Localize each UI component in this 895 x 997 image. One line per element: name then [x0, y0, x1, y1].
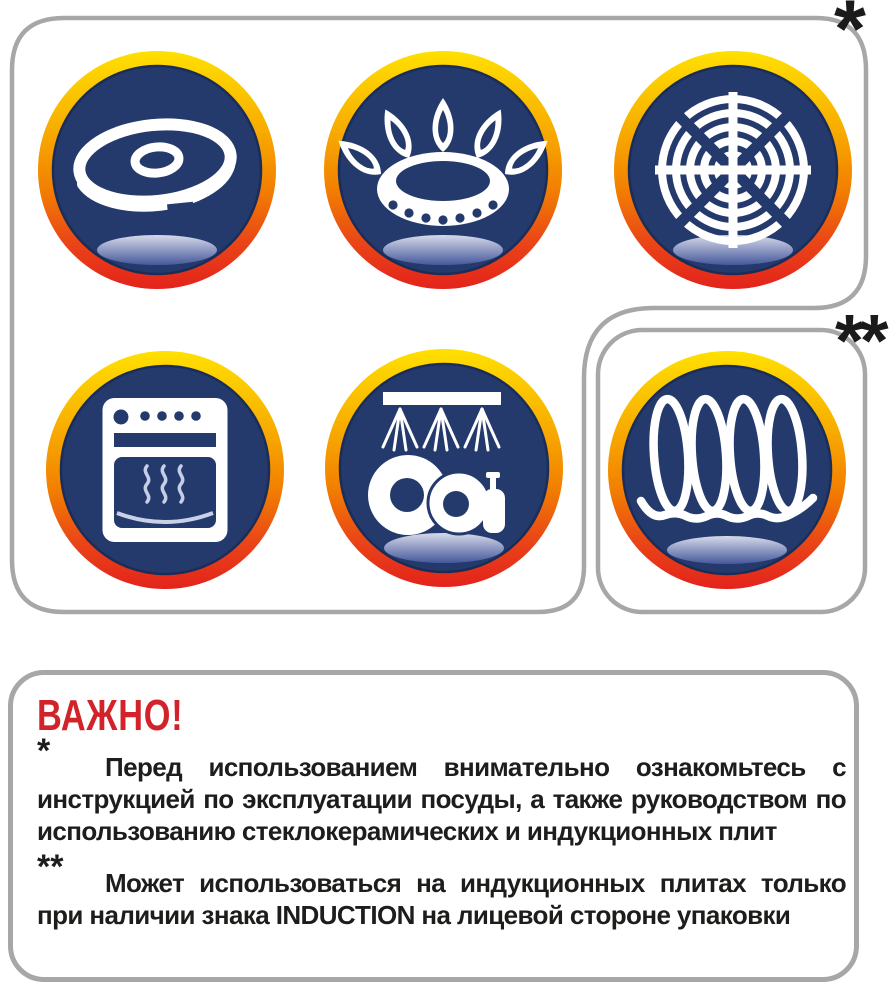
badge-oven — [46, 351, 284, 589]
oven-icon — [103, 398, 228, 542]
badge-induction — [608, 351, 846, 589]
badge-dishwasher — [325, 349, 563, 587]
badge-electric-hotplate — [38, 51, 276, 289]
gloss-highlight — [383, 235, 503, 265]
gloss-highlight — [97, 235, 217, 265]
note-text: Перед использованием внимательно ознакомьтесь с инструкцией по эксплуатации посуды, а также руководством по использованию стеклокерамических и индукционных плит — [37, 752, 846, 846]
gloss-highlight — [667, 536, 787, 564]
footnote-marker-single: * — [834, 0, 866, 75]
glass-ceramic-hob-icon — [655, 92, 811, 248]
important-notes-box — [8, 670, 859, 982]
badge-gas-burner — [324, 51, 562, 289]
badge-glass-ceramic — [614, 51, 852, 289]
note-electric-usage: * Перед использованием внимательно ознакомьтесь с инструкцией по эксплуатации посуды, а также руководством по использованию стеклокерамических и индукционных плит — [37, 732, 846, 846]
important-title: ВАЖНО! — [37, 691, 184, 740]
note-induction-usage: ** Может использоваться на индукционных плитах только при наличии знака INDUCTION на лицевой стороне упаковки — [37, 848, 846, 930]
gloss-highlight — [384, 533, 504, 563]
note-text: Может использоваться на индукционных плитах только при наличии знака INDUCTION на лицевой стороне упаковки — [37, 868, 846, 930]
footnote-marker-double: ** — [835, 299, 885, 382]
